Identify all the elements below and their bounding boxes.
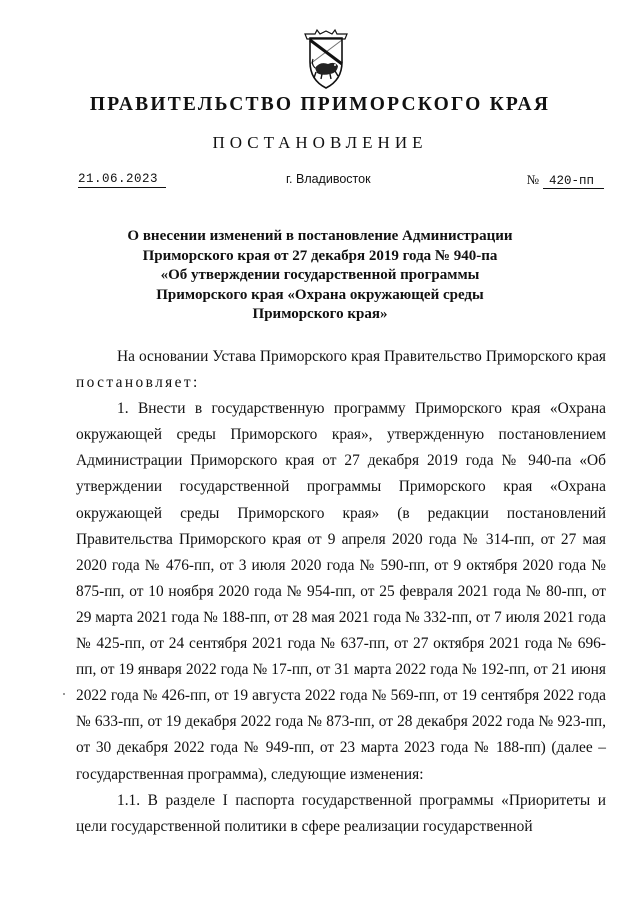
document-city: г. Владивосток [286, 172, 371, 186]
preamble-text: На основании Устава Приморского края Правительство Приморского края [117, 348, 606, 365]
resolves-word: постановляет: [76, 374, 200, 392]
heading-line: Приморского края «Охрана окружающей среды [156, 286, 484, 303]
number-sign: № [526, 172, 539, 187]
heading-line: О внесении изменений в постановление Администрации [127, 228, 513, 244]
document-body [76, 344, 606, 840]
document-date: 21.06.2023 [78, 172, 166, 188]
document-heading [80, 227, 560, 325]
number-value: 420-пп [543, 174, 604, 189]
paragraph-preamble [76, 344, 606, 396]
document-number [527, 172, 604, 189]
government-title: ПРАВИТЕЛЬСТВО ПРИМОРСКОГО КРАЯ [89, 94, 551, 115]
margin-dot [63, 693, 65, 695]
primorsky-krai-coat-of-arms-icon [300, 28, 352, 92]
heading-line: Приморского края» [252, 306, 388, 323]
heading-line: «Об утверждении государственной программы [160, 267, 480, 284]
document-type: ПОСТАНОВЛЕНИЕ [212, 133, 428, 152]
document-meta-row [78, 172, 604, 192]
heading-line: Приморского края от 27 декабря 2019 года № 940-па [142, 247, 498, 264]
paragraph-item-1-1: 1.1. В разделе I паспорта государственной программы «Приоритеты и цели государственной политики в сфере реализации государственной [76, 791, 606, 835]
paragraph-item-1: 1. Внести в государственную программу Приморского края «Охрана окружающей среды Приморского края», утвержденную постановлением Администрации Приморского края от 27 декабря 2019 года № 940-па «Об утверждении государственной программы Приморского края «Охрана окружающей среды Приморского края» (в редакции постановлений Правительства Приморского края от 9 апреля 2020 года № 314-пп, от 27 мая 2020 года № 476-пп, от 3 июля 2020 года № 590-пп, от 9 октября 2020 года № 875-пп, от 10 ноября 2020 года № 954-пп, от 25 февраля 2021 года № 80-пп, от 29 марта 2021 года № 188-пп, от 28 мая 2021 года № 332-пп, от 7 июля 2021 года № 425-пп, от 24 сентября 2021 года № 637-пп, от 27 октября 2021 года № 696-пп, от 19 января 2022 года № 17-пп, от 31 марта 2022 года № 192-пп, от 21 июня 2022 года № 426-пп, от 19 августа 2022 года № 569-пп, от 19 сентября 2022 года № 633-пп, от 19 декабря 2022 года № 873-пп, от 28 декабря 2022 года № 923-пп, от 30 декабря 2022 года № 949-пп, от 23 марта 2023 года № 188-пп) (далее – государственная программа), следующие изменения: [76, 400, 606, 783]
